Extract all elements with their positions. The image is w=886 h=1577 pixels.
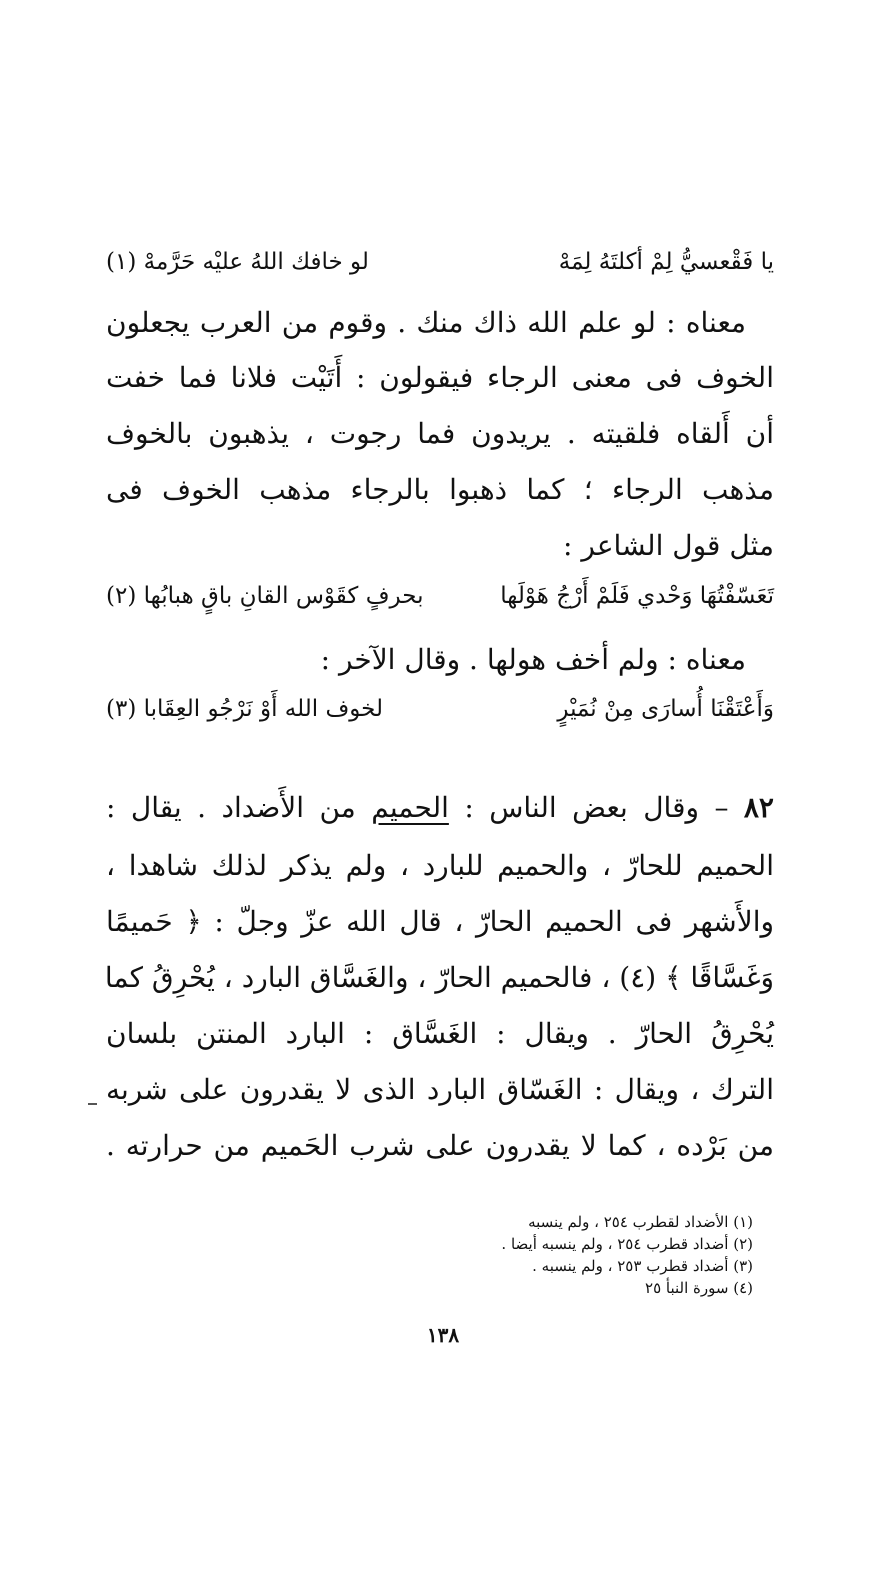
footnote-3: (٣) أضداد قطرب ٢٥٣ ، ولم ينسبه . <box>532 1257 753 1275</box>
verse-2-first-hemistich: تَعَسّفْتُهَا وَحْدي فَلَمْ أَرْجُ هَوْلَها <box>500 583 774 609</box>
footnote-4: (٤) سورة النبأ ٢٥ <box>645 1279 753 1297</box>
footnote-2: (٢) أضداد قطرب ٢٥٤ ، ولم ينسبه أيضا . <box>501 1235 753 1253</box>
paragraph-2-line: معناه : ولم أخف هولها . وقال الآخر : <box>320 643 746 676</box>
section-line-4: يُحْرِقُ الحارّ . ويقال : الغَسَّاق : البارد المنتن بلسان <box>106 1017 774 1050</box>
footnotes <box>333 1211 753 1299</box>
paragraph-1-line-2: الخوف فى معنى الرجاء فيقولون : أَتَيْت فلانا فما خفت <box>106 361 774 394</box>
paragraph-1-line-3: أن أَلقاه فلقيته . يريدون فما رجوت ، يذهبون بالخوف <box>106 417 774 450</box>
section-dash: – <box>714 791 729 824</box>
section-82-heading-line <box>106 791 774 824</box>
section-line-5: الترك ، ويقال : الغَسّاق البارد الذى لا يقدرون على شربه <box>106 1073 774 1106</box>
section-number: ٨٢ <box>743 791 774 824</box>
footnote-1: (١) الأضداد لقطرب ٢٥٤ ، ولم ينسبه <box>528 1213 753 1231</box>
page-number: ١٣٨ <box>426 1323 460 1347</box>
scan-mark <box>88 1103 97 1105</box>
section-heading-rest: من الأَضداد . يقال : <box>106 791 356 824</box>
verse-2-second-hemistich: بحرفٍ كقَوْس القانِ باقٍ هبابُها (٢) <box>106 583 424 609</box>
section-intro: وقال بعض الناس : <box>464 791 699 824</box>
paragraph-1-line-4: مذهب الرجاء ؛ كما ذهبوا بالرجاء مذهب الخوف فى <box>106 473 774 506</box>
verse-line-2 <box>106 585 774 608</box>
verse-1-second-hemistich: لو خافك اللهُ عليْه حَرَّمهْ (١) <box>106 249 369 275</box>
verse-3-second-hemistich: لخوف الله أَوْ نَرْجُو العِقَابا (٣) <box>106 696 384 722</box>
section-line-6: من بَرْده ، كما لا يقدرون على شرب الحَميم من حرارته . <box>106 1129 774 1162</box>
section-line-2: والأَشهر فى الحميم الحارّ ، قال الله عزّ وجلّ : ﴿ حَميمًا <box>106 905 774 938</box>
paragraph-1-line-1: معناه : لو علم الله ذاك منك . وقوم من العرب يجعلون <box>106 306 746 339</box>
verse-1-first-hemistich: يا فَقْعسيُّ لِمْ أكلتَهُ لِمَهْ <box>558 249 774 275</box>
verse-line-3 <box>106 698 774 721</box>
verse-line-1 <box>106 251 774 274</box>
section-line-3: وَغَسَّاقًا ﴾ (٤) ، فالحميم الحارّ ، والغَسَّاق البارد ، يُحْرِقُ كما <box>104 961 774 994</box>
paragraph-1-line-5: مثل قول الشاعر : <box>563 529 774 562</box>
section-keyword: الحميم <box>371 791 449 824</box>
verse-3-first-hemistich: وَأَعْتَقْنَا أُسارَى مِنْ نُمَيْرٍ <box>557 696 774 722</box>
section-line-1: الحميم للحارّ ، والحميم للبارد ، ولم يذكر لذلك شاهدا ، <box>106 849 774 882</box>
